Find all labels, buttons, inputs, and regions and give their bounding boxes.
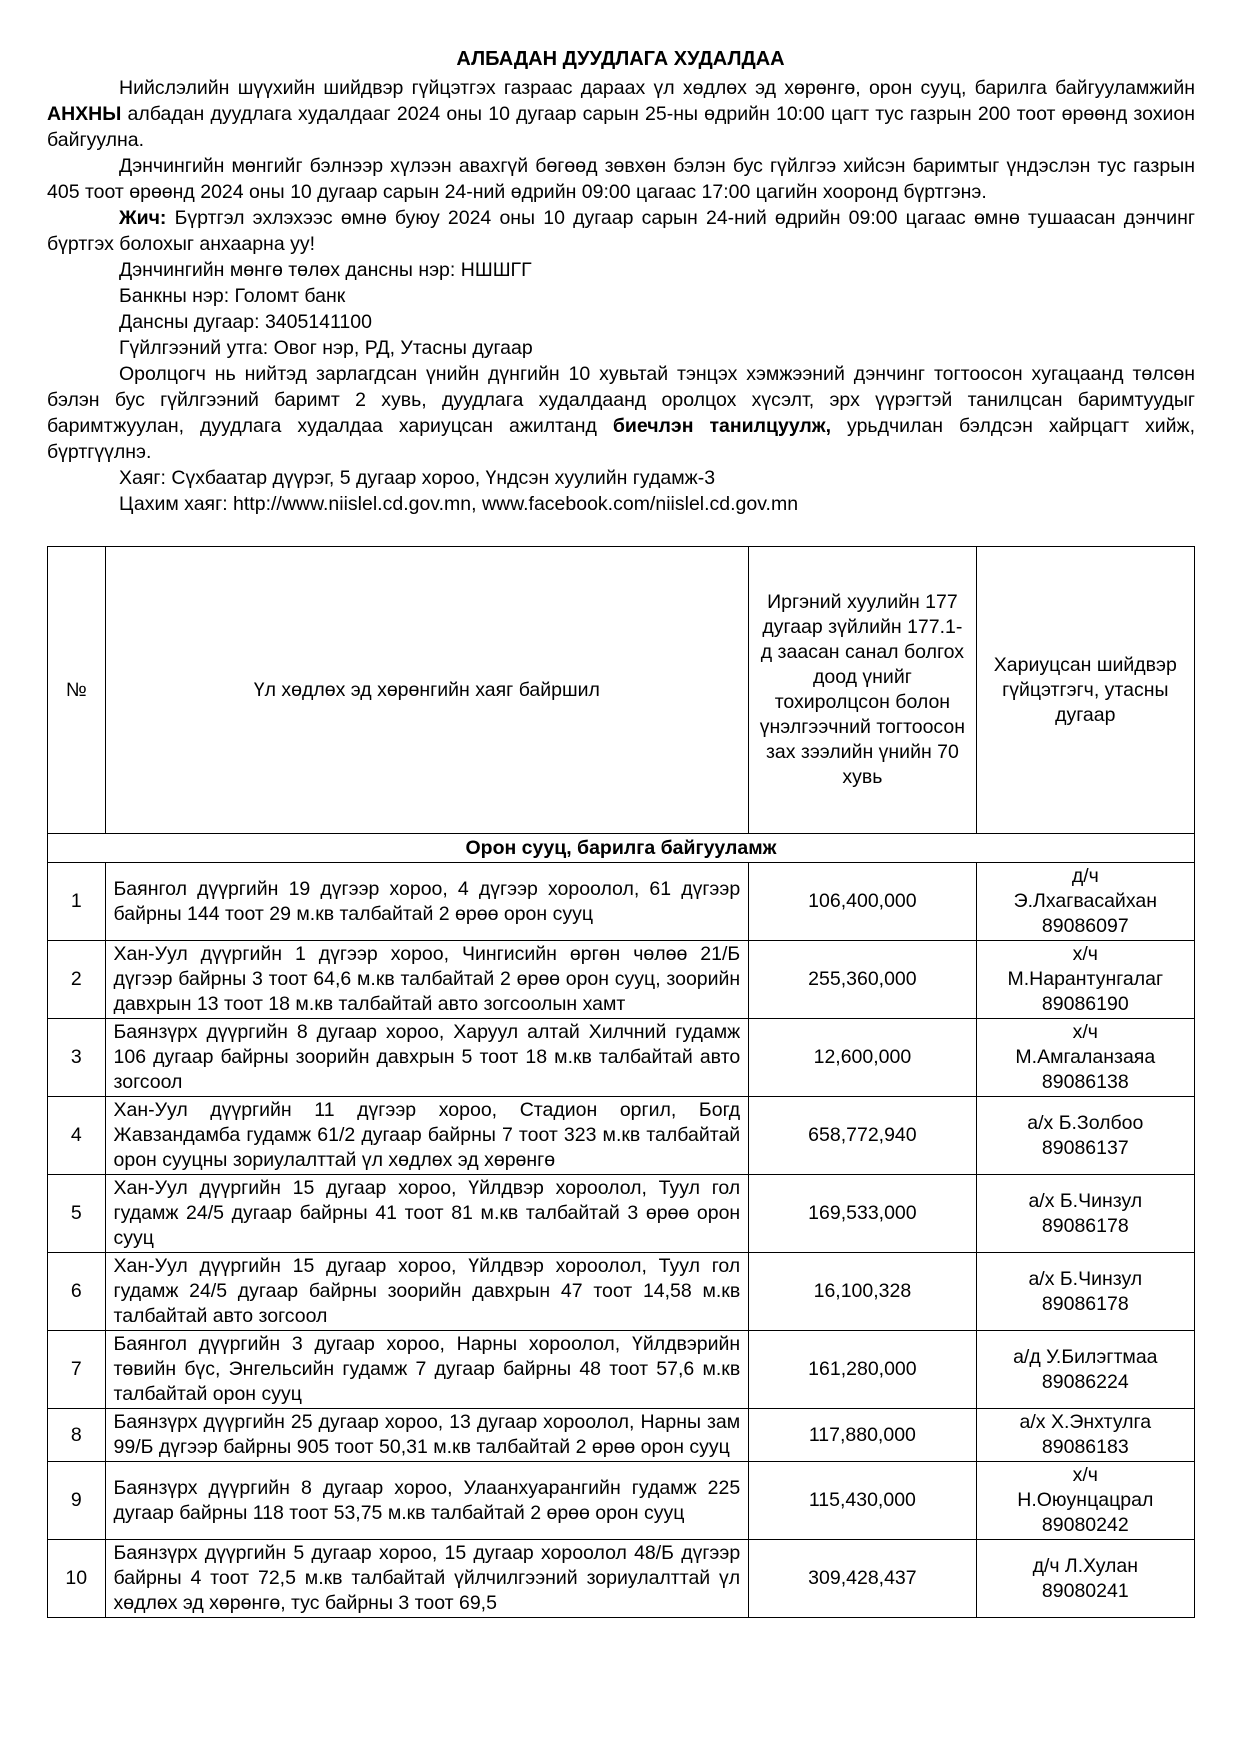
lot-responsible: а/д У.Билэгтмаа 89086224 [976,1331,1194,1409]
lot-price: 12,600,000 [749,1019,976,1097]
lot-address: Баянгол дүүргийн 19 дүгээр хороо, 4 дүгээр хороолол, 61 дүгээр байрны 144 тоот 29 м.кв талбайтай 2 өрөө орон сууц [105,863,749,941]
lot-responsible: а/х Х.Энхтулга 89086183 [976,1409,1194,1462]
table-row [48,1409,1195,1462]
document-title: АЛБАДАН ДУУДЛАГА ХУДАЛДАА [456,48,785,70]
header-number: № [48,547,106,834]
auction-lots-table [47,546,1195,1618]
lot-price: 117,880,000 [749,1409,976,1462]
table-row [48,1253,1195,1331]
account-number: Дансны дугаар: 3405141100 [119,311,372,333]
table-row [48,941,1195,1019]
lot-price: 106,400,000 [749,863,976,941]
participant-paragraph: Оролцогч нь нийтэд зарлагдсан үнийн дүнгийн 10 хувьтай тэнцэх хэмжээний дэнчинг тогтоосон хугацаанд төлсөн бэлэн бус гүйлгээний баримт 2 хувь, дуудлага худалдаанд оролцох хүсэлт, эрх үүрэгтэй танилцсан баримтуудыг баримтжуулан, дуудлага худалдаа хариуцсан ажилтанд биечлэн танилцуулж, урьдчилан бэлдсэн хайрцагт хийж, бүртгүүлнэ. [47,363,1195,463]
lot-price: 161,280,000 [749,1331,976,1409]
lot-address: Хан-Уул дүүргийн 15 дугаар хороо, Үйлдвэр хороолол, Туул гол гудамж 24/5 дугаар байрны зоорийн давхрын 47 тоот 14,58 м.кв талбайтай авто зогсоол [105,1253,749,1331]
first-auction-emphasis: АНХНЫ [47,103,122,125]
lot-price: 169,533,000 [749,1175,976,1253]
lot-number: 10 [48,1540,106,1618]
lot-responsible: х/ч Н.Оюунцацрал 89080242 [976,1462,1194,1540]
lot-number: 8 [48,1409,106,1462]
lot-responsible: а/х Б.Чинзул 89086178 [976,1253,1194,1331]
section-title: Орон сууц, барилга байгууламж [48,834,1195,863]
lot-responsible: д/ч Л.Хулан 89080241 [976,1540,1194,1618]
note-paragraph: Жич: Бүртгэл эхлэхээс өмнө буюу 2024 оны 10 дугаар сарын 24-ний өдрийн 09:00 цагаас өмнө тушаасан дэнчинг бүртгэх болохыг анхаарна уу! [47,207,1195,255]
lot-responsible: д/ч Э.Лхагвасайхан 89086097 [976,863,1194,941]
lot-address: Баянзүрх дүүргийн 25 дугаар хороо, 13 дугаар хороолол, Нарны зам 99/Б дүгээр байрны 905 тоот 50,31 м.кв талбайтай 2 өрөө орон сууц [105,1409,749,1462]
lot-responsible: х/ч М.Амгаланзаяа 89086138 [976,1019,1194,1097]
lot-address: Хан-Уул дүүргийн 11 дүгээр хороо, Стадион оргил, Богд Жавзандамба гудамж 61/2 дугаар байрны 7 тоот 323 м.кв талбайтай орон сууцны зориулалттай үл хөдлөх эд хөрөнгө [105,1097,749,1175]
lot-number: 6 [48,1253,106,1331]
lot-number: 4 [48,1097,106,1175]
header-responsible: Хариуцсан шийдвэр гүйцэтгэгч, утасны дугаар [976,547,1194,834]
lot-number: 5 [48,1175,106,1253]
deposit-paragraph: Дэнчингийн мөнгийг бэлнээр хүлээн авахгүй бөгөөд зөвхөн бэлэн бус гүйлгээ хийсэн баримтыг үндэслэн тус газрын 405 тоот өрөөнд 2024 оны 10 дугаар сарын 24-ний өдрийн 09:00 цагаас 17:00 цагийн хооронд бүртгэнэ. [47,155,1195,203]
bank-name: Банкны нэр: Голомт банк [119,285,346,307]
lot-address: Баянзүрх дүүргийн 8 дугаар хороо, Улаанхуарангийн гудамж 225 дугаар байрны 118 тоот 53,75 м.кв талбайтай 2 өрөө орон сууц [105,1462,749,1540]
header-price: Иргэний хуулийн 177 дугаар зүйлийн 177.1-д заасан санал болгох доод үнийг тохиролцсон болон үнэлгээчний тогтоосон зах зээлийн үнийн 70 хувь [749,547,976,834]
lot-number: 3 [48,1019,106,1097]
lot-price: 309,428,437 [749,1540,976,1618]
note-label: Жич: [119,207,167,229]
lot-number: 9 [48,1462,106,1540]
lot-price: 658,772,940 [749,1097,976,1175]
lot-address: Баянгол дүүргийн 3 дугаар хороо, Нарны хороолол, Үйлдвэрийн төвийн бүс, Энгельсийн гудамж 7 дугаар байрны 48 тоот 57,6 м.кв талбайтай орон сууц [105,1331,749,1409]
lot-address: Хан-Уул дүүргийн 1 дүгээр хороо, Чингисийн өргөн чөлөө 21/Б дүгээр байрны 3 тоот 64,6 м.кв талбайтай 2 өрөө орон сууц, зоорийн давхрын 13 тоот 18 м.кв талбайтай авто зогсоолын хамт [105,941,749,1019]
lot-responsible: а/х Б.Золбоо 89086137 [976,1097,1194,1175]
transaction-note: Гүйлгээний утга: Овог нэр, РД, Утасны дугаар [119,337,533,359]
lot-address: Баянзүрх дүүргийн 5 дугаар хороо, 15 дугаар хороолол 48/Б дүгээр байрны 4 тоот 72,5 м.кв талбайтай үйлчилгээний зориулалттай үл хөдлөх эд хөрөнгө, тус байрны 3 тоот 69,5 [105,1540,749,1618]
announcement-body [47,75,1195,517]
table-row [48,1462,1195,1540]
table-header-row [48,547,1195,834]
web-address: Цахим хаяг: http://www.niislel.cd.gov.mn, www.facebook.com/niislel.cd.gov.mn [119,493,799,515]
lot-responsible: х/ч М.Нарантунгалаг 89086190 [976,941,1194,1019]
lot-price: 16,100,328 [749,1253,976,1331]
lot-number: 2 [48,941,106,1019]
table-row [48,1097,1195,1175]
table-row [48,863,1195,941]
header-address: Үл хөдлөх эд хөрөнгийн хаяг байршил [105,547,749,834]
table-body [48,834,1195,1618]
table-row [48,1175,1195,1253]
lot-address: Хан-Уул дүүргийн 15 дугаар хороо, Үйлдвэр хороолол, Туул гол гудамж 24/5 дугаар байрны 41 тоот 81 м.кв талбайтай 3 өрөө орон сууц [105,1175,749,1253]
table-row [48,1331,1195,1409]
lot-number: 7 [48,1331,106,1409]
lot-number: 1 [48,863,106,941]
office-address: Хаяг: Сүхбаатар дүүрэг, 5 дугаар хороо, Үндсэн хуулийн гудамж-3 [119,467,716,489]
table-row [48,1019,1195,1097]
lot-address: Баянзүрх дүүргийн 8 дугаар хороо, Харуул алтай Хилчний гудамж 106 дугаар байрны зоорийн давхрын 5 тоот 18 м.кв талбайтай авто зогсоол [105,1019,749,1097]
lot-price: 255,360,000 [749,941,976,1019]
lot-responsible: а/х Б.Чинзул 89086178 [976,1175,1194,1253]
section-row [48,834,1195,863]
in-person-emphasis: биечлэн танилцуулж, [612,415,832,437]
lot-price: 115,430,000 [749,1462,976,1540]
table-row [48,1540,1195,1618]
auction-paragraph: Нийслэлийн шүүхийн шийдвэр гүйцэтгэх газраас дараах үл хөдлөх эд хөрөнгө, орон сууц, барилга байгууламжийн АНХНЫ албадан дуудлага худалдааг 2024 оны 10 дугаар сарын 25-ны өдрийн 10:00 цагт тус газрын 200 тоот өрөөнд зохион байгуулна. [47,77,1195,151]
account-name: Дэнчингийн мөнгө төлөх дансны нэр: НШШГГ [119,259,532,281]
